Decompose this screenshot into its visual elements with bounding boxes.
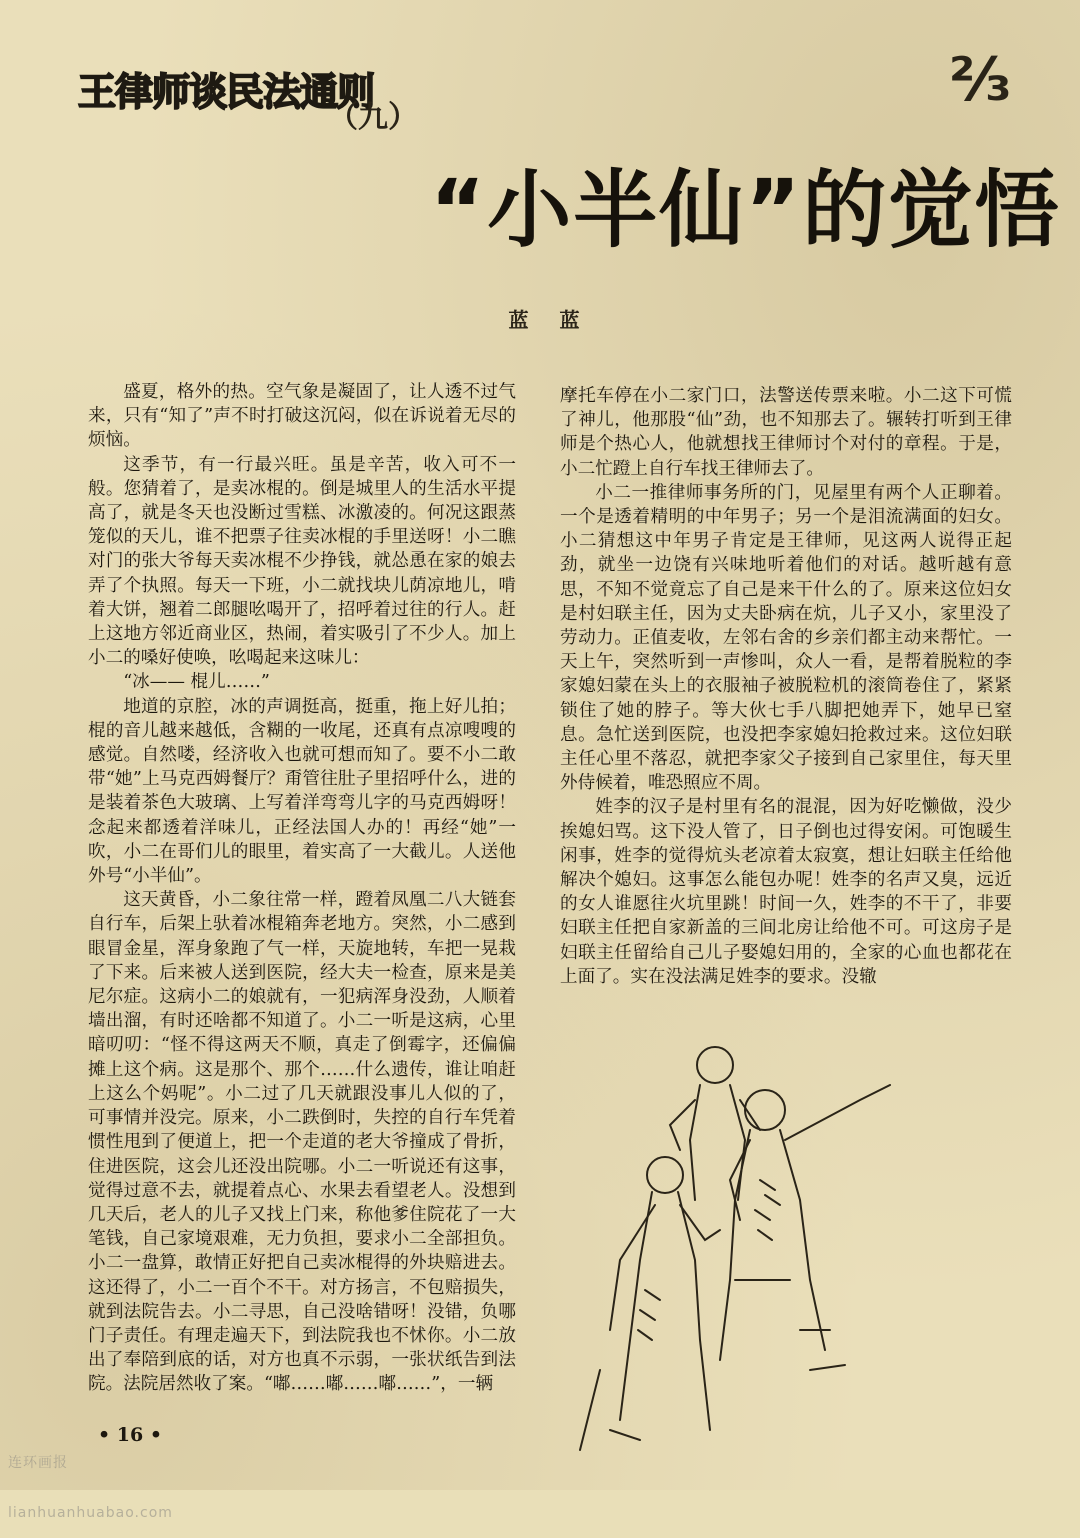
paragraph: 小二一推律师事务所的门，见屋里有两个人正聊着。一个是透着精明的中年男子；另一个是泪流满面的妇女。小二猜想这中年男子肯定是王律师，见这两人说得正起劲，就坐一边饶有兴味地听着他们的对话。越听越有意思，不知不觉竟忘了自己是来干什么的了。原来这位妇女是村妇联主任，因为丈夫卧病在炕，儿子又小，家里没了劳动力。正值麦收，左邻右舍的乡亲们都主动来帮忙。一天上午，突然听到一声惨叫，众人一看，是帮着脱粒的李家媳妇蒙在头上的衣服袖子被脱粒机的滚筒卷住了，紧紧锁住了她的脖子。等大伙七手八脚把她弄下，她早已窒息。急忙送到医院，也没把李家媳妇抢救过来。这位妇联主任心里不落忍，就把李家父子接到自己家里住，每天里外侍候着，唯恐照应不周。 [560, 482, 1012, 794]
right-text-column [560, 384, 1012, 1014]
paragraph: 这天黄昏，小二象往常一样，蹬着凤凰二八大链套自行车，后架上驮着冰棍箱奔老地方。突然，小二感到眼冒金星，浑身象跑了气一样，天旋地转，车把一晃栽了下来。后来被人送到医院，经大夫一检查，原来是美尼尔症。这病小二的娘就有，一犯病浑身没劲，人顺着墙出溜，有时还啥都不知道了。小二一听是这病，心里暗叨叨：“怪不得这两天不顺，真走了倒霉字，还偏偏摊上这个病。这是那个、那个……什么遗传，谁让咱赶上这么个妈呢”。小二过了几天就跟没事儿人似的了，可事情并没完。原来，小二跌倒时，失控的自行车凭着惯性甩到了便道上，把一个走道的老大爷撞成了骨折，住进医院，这会儿还没出院哪。小二一听说还有这事，觉得过意不去，就提着点心、水果去看望老人。没想到几天后，老人的儿子又找上门来，称他爹住院花了一大笔钱，自己家境艰难，无力负担，要求小二全部担负。小二一盘算，敢情正好把自己卖冰棍得的外块赔进去。这还得了，小二一百个不干。对方扬言，不包赔损失，就到法院告去。小二寻思，自己没啥错呀！没错，负哪门子责任。有理走遍天下，到法院我也不怵你。小二放出了奉陪到底的话，对方也真不示弱，一张状纸告到法院。法院居然收了案。“嘟……嘟……嘟……”，一辆 [88, 890, 516, 1395]
paragraph: 姓李的汉子是村里有名的混混，因为好吃懒做，没少挨媳妇骂。这下没人管了，日子倒也过得安闲。可饱暖生闲事，姓李的觉得炕头老凉着太寂寞，想让妇联主任给他解决个媳妇。这事怎么能包办呢！姓李的名声又臭，远近的女人谁愿往火坑里跳！时间一久，姓李的不干了，非要妇联主任把自家新盖的三间北房让给他不可。可这房子是妇联主任留给自己儿子娶媳妇用的，全家的心血也都花在上面了。实在没法满足姓李的要求。没辙 [560, 797, 1012, 987]
series-title: 王律师谈民法通则 [78, 70, 375, 114]
paragraph: 地道的京腔，冰的声调挺高，挺重，拖上好儿拍；棍的音儿越来越低，含糊的一收尾，还真有点凉嗖嗖的感觉。自然喽，经济收入也就可想而知了。要不小二敢带“她”上马克西姆餐厅？甭管往肚子里招呼什么，进的是装着茶色大玻璃、上写着洋弯弯儿字的马克西姆呀！念起来都透着洋味儿，正经法国人办的！再经“她”一吹，小二在哥们儿的眼里，着实高了一大截儿。人送他外号“小半仙”。 [88, 696, 516, 887]
paragraph: 盛夏，格外的热。空气象是凝固了，让人透不过气来，只有“知了”声不时打破这沉闷，似在诉说着无尽的烦恼。 [88, 382, 516, 451]
watermark: 连环画报 lianhuanhuabao.com [8, 1455, 173, 1521]
paragraph: 摩托车停在小二家门口，法警送传票来啦。小二这下可慌了神儿，他那股“仙”劲，也不知那去了。辗转打听到王律师是个热心人，他就想找王律师讨个对付的章程。于是，小二忙蹬上自行车找王律师去了。 [560, 386, 1012, 479]
page-number: • 16 • [98, 1424, 162, 1446]
series-number: （九） [328, 100, 418, 135]
paragraph: “冰—— 棍儿……” [123, 672, 270, 693]
author-byline: 蓝 蓝 [508, 308, 592, 332]
left-text-column [88, 380, 516, 1410]
ink-sketch-illustration-icon [560, 1030, 1030, 1460]
paragraph: 这季节，有一行最兴旺。虽是辛苦，收入可不一般。您猜着了，是卖冰棍的。倒是城里人的生活水平提高了，就是冬天也没断过雪糕、冰激凌的。何况这跟蒸笼似的天儿，谁不把票子往卖冰棍的手里送呀！小二瞧对门的张大爷每天卖冰棍不少挣钱，就怂恿在家的娘去弄了个执照。每天一下班，小二就找块儿荫凉地儿，啃着大饼，翘着二郎腿吆喝开了，招呼着过往的行人。赶上这地方邻近商业区，热闹，着实吸引了不少人。加上小二的嗓好使唤，吆喝起来这味儿： [88, 454, 516, 669]
article-title: “小半仙”的觉悟 [430, 161, 1061, 259]
decorative-mark-icon: ⅔ [948, 45, 1012, 115]
